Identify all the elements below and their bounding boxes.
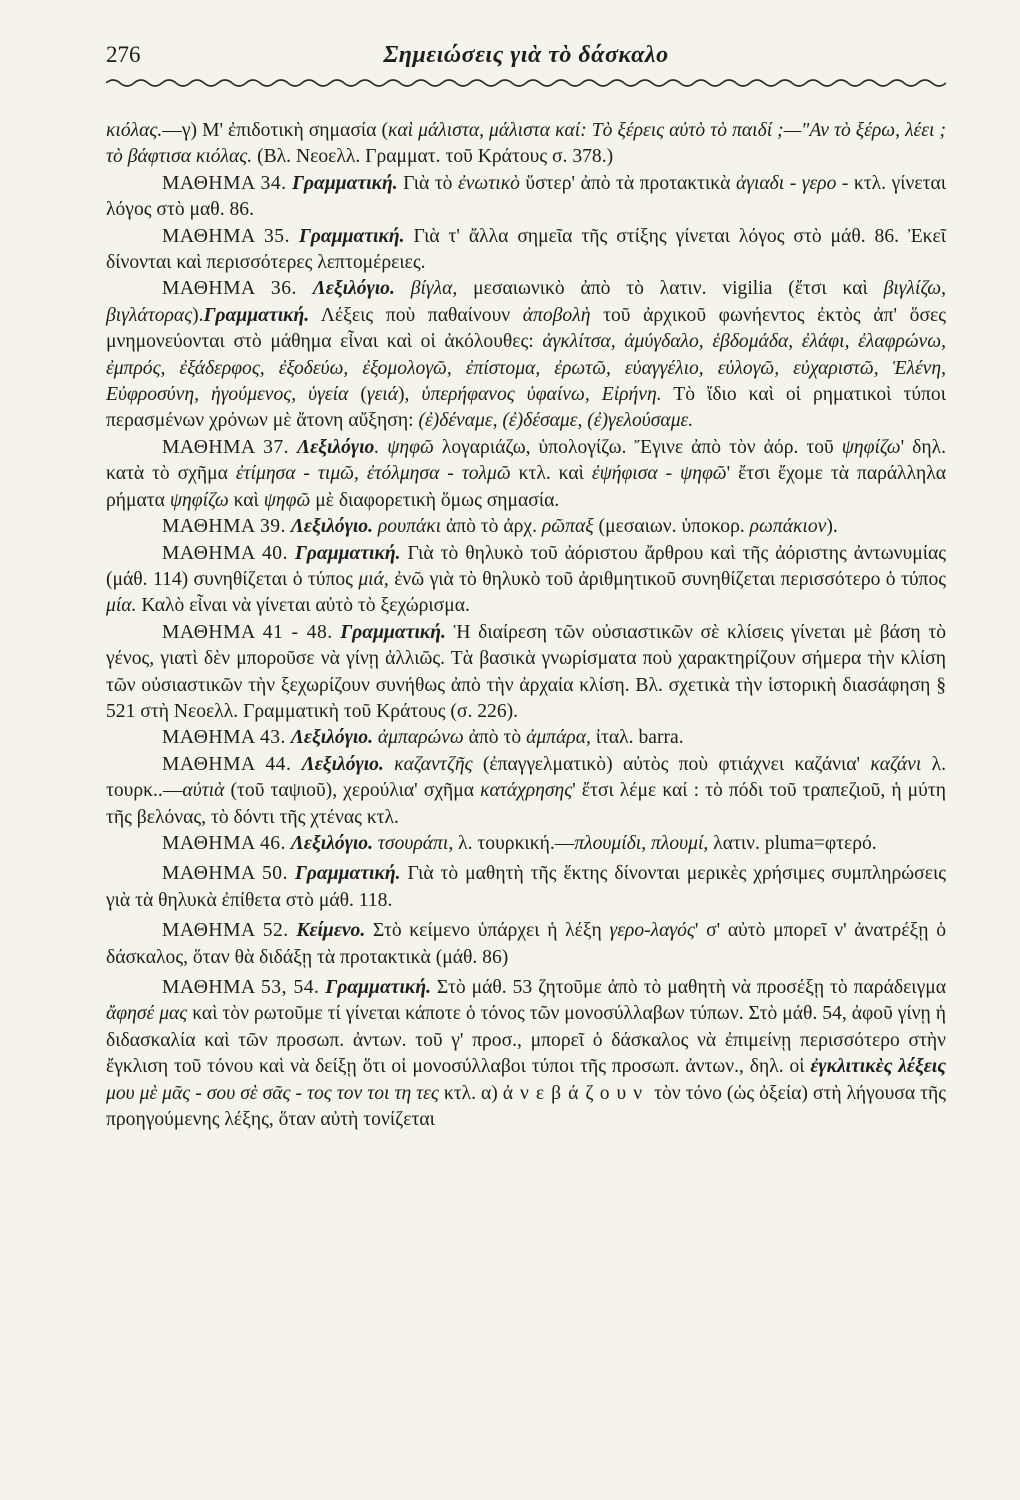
lesson-44-text-3: (τοῦ ταψιοῦ), χερούλια' σχῆμα: [224, 780, 481, 802]
lesson-40-heading: ΜΑΘΗΜΑ 40.: [162, 542, 288, 564]
lesson-36-term-2: βιγλίζω, βιγλάτορας: [106, 278, 946, 326]
lesson-53-54-text-2: καὶ τὸν ρωτοῦμε τί γίνεται κάποτε ὁ τόνος τῶν μονοσύλλαβων τύπων. Στὸ μάθ. 54, ἀφοῦ γίνῃ ἡ διδασκαλία καὶ τῶν προσωπ. ἀντων. τοῦ γ' προσ., μπορεῖ ὁ δάσκαλος νὰ ἐπιμείνῃ περισσότερο στὴν ἔγκλιση τοῦ τόνου καὶ νὰ δείξῃ ὅτι οἱ μονοσύλλαβοι τύποι τῆς προσωπ. ἀντων., δηλ. οἱ: [106, 1003, 946, 1078]
lesson-36-term-5: γειά: [366, 384, 399, 406]
running-title: Σημειώσεις γιὰ τὸ δάσκαλο: [383, 42, 669, 68]
lesson-36-text-6: ),: [398, 384, 422, 406]
lesson-34-paragraph: [106, 171, 946, 224]
lesson-46-paragraph: [106, 831, 946, 857]
lesson-40-text: Γιὰ τὸ θηλυκὸ τοῦ ἀόριστου ἄρθρου καὶ τῆς ἀόριστης ἀντωνυμίας (μάθ. 114) συνηθίζεται ὁ τύπος: [106, 542, 946, 590]
lesson-37-text-2: ' δηλ. κατὰ τὸ σχῆμα: [106, 436, 946, 485]
lesson-44-term-3: αὐτιὰ: [182, 780, 225, 802]
lesson-36-text-4: τοῦ ἀρχικοῦ φωνήεντος ἐκτὸς ἀπ' ὅσες μνημονεύονται στὸ μάθημα εἶναι καὶ οἱ ἀκόλουθες:: [106, 304, 946, 353]
lesson-44-text-4: ' ἔτσι λέμε καί : τὸ πόδι τοῦ τραπεζιοῦ, ἡ μύτη τῆς βελόνας, τὸ δόντι τῆς χτένας κτλ.: [106, 780, 946, 828]
lesson-46-term-2: πλουμίδι, πλουμί,: [574, 832, 709, 854]
lesson-50-paragraph: [106, 861, 946, 914]
lesson-52-text: Στὸ κείμενο ὑπάρχει ἡ λέξη: [365, 920, 610, 942]
lesson-52-term: γερο-λαγός: [609, 920, 695, 942]
lesson-37-term-6: ψηφῶ: [263, 489, 311, 511]
lesson-53-54-paragraph: [106, 975, 946, 1133]
lesson-43-term-2: ἀμπάρα,: [526, 727, 591, 749]
lesson-46-text-2: λατιν. pluma=φτερό.: [708, 832, 877, 854]
lesson-39-term-3: ρωπάκιον: [749, 516, 827, 538]
lesson-44-term-4: κατάχρησης: [480, 780, 573, 802]
lesson-39-heading: ΜΑΘΗΜΑ 39.: [162, 516, 286, 538]
lesson-41-48-paragraph: [106, 620, 946, 726]
lesson-46-term: τσουράπι,: [373, 832, 454, 854]
lesson-53-54-category: Γραμματική.: [325, 977, 431, 998]
lesson-39-term: ρουπάκι: [373, 516, 442, 538]
lesson-44-paragraph: [106, 752, 946, 831]
lesson-37-paragraph: [106, 435, 946, 514]
lesson-50-heading: ΜΑΘΗΜΑ 50.: [162, 863, 288, 885]
lesson-44-category: Λεξιλόγιο.: [301, 753, 384, 775]
lesson-40-text-2: ἐνῶ γιὰ τὸ θηλυκὸ τοῦ ἀριθμητικοῦ συνηθίζεται περισσότερο ὁ τύπος: [388, 568, 946, 590]
lesson-44-text-2: λ. τουρκ..—: [106, 753, 946, 802]
lesson-44-term-2: καζάνι: [870, 753, 922, 775]
lesson-36-text-3: Λέξεις ποὺ παθαίνουν: [309, 304, 523, 326]
lesson-46-heading: ΜΑΘΗΜΑ 46.: [162, 832, 286, 854]
lesson-35-paragraph: [106, 224, 946, 277]
lesson-41-48-heading: ΜΑΘΗΜΑ 41 - 48.: [162, 621, 333, 643]
lesson-41-48-text: Ἡ διαίρεση τῶν οὐσιαστικῶν σὲ κλίσεις γίνεται μὲ βάση τὸ γένος, γιατὶ δὲν μποροῦσε νὰ γίνῃ ἀλλιῶς. Τὰ βασικὰ γνωρίσματα ποὺ χαρακτηρίζουν σήμερα τὴν κλίση τῶν οὐσιαστικῶν τὴν ξεχωρίζουν συνήθως ἀπὸ τὴν ἀρχαία κλίση. Βλ. σχετικὰ τὴν ἱστορικὴ διασάφηση § 521 στὴ Νεοελλ. Γραμματικὴ τοῦ Κράτους (σ. 226).: [106, 621, 946, 722]
lesson-40-text-3: Καλὸ εἶναι νὰ γίνεται αὐτὸ τὸ ξεχώρισμα.: [136, 595, 470, 617]
lesson-50-text: Γιὰ τὸ μαθητὴ τῆς ἕκτης δίνονται μερικὲς χρήσιμες συμπληρώσεις γιὰ τὰ θηλυκὰ ἐπίθετα στὸ μάθ. 118.: [106, 863, 947, 911]
lesson-39-text-2: (μεσαιων. ὑποκορ.: [593, 516, 750, 538]
lesson-39-term-2: ρῶπαξ: [541, 516, 594, 538]
lesson-35-category: Γραμματική.: [298, 225, 405, 247]
lesson-34-text: Γιὰ τὸ: [397, 172, 458, 194]
lesson-37-heading: ΜΑΘΗΜΑ 37.: [162, 436, 290, 458]
lesson-53-54-term-3: μὲ μᾶς - σου: [139, 1082, 236, 1104]
intro-italic: κιόλας.: [106, 120, 163, 141]
lesson-40-paragraph: [106, 541, 946, 620]
lesson-39-text: ἀπὸ τὸ ἀρχ.: [441, 516, 542, 538]
lesson-40-term-2: μία.: [106, 595, 137, 617]
lesson-50-category: Γραμματική.: [294, 863, 401, 885]
lesson-39-category: Λεξιλόγιο.: [290, 516, 373, 538]
lesson-43-heading: ΜΑΘΗΜΑ 43.: [162, 727, 286, 749]
lesson-36-text-7: Τὸ ἴδιο καὶ οἱ ρηματικοὶ τύποι περασμένων χρόνων μὲ ἄτονη αὔξηση:: [106, 384, 946, 432]
lesson-36-text-5: (: [348, 384, 367, 406]
intro-reference: (Βλ. Νεοελλ. Γραμματ. τοῦ Κράτους σ. 378.): [252, 146, 614, 168]
lesson-53-54-term-4: σὲ σᾶς - τος τον τοι τη τες: [240, 1082, 439, 1104]
lesson-43-text-2: ἰταλ. barra.: [590, 727, 684, 749]
lesson-53-54-spaced-word: ἀνεβάζουν: [502, 1082, 650, 1104]
intro-example-italic: καὶ μάλιστα, μάλιστα καί: Τὸ ξέρεις αὐτὸ τὸ παιδί ;—"Αν τὸ ξέρω, λέει ; τὸ βάφτισα κιόλας.: [106, 120, 946, 168]
lesson-37-text-6: μὲ διαφορετικὴ ὅμως σημασία.: [310, 489, 560, 511]
lesson-53-54-bold-term: ἐγκλιτικὲς λέξεις: [810, 1056, 946, 1078]
intro-text: —γ) Μ' ἐπιδοτικὴ σημασία (: [162, 120, 388, 141]
lesson-41-48-category: Γραμματική.: [340, 621, 446, 643]
lesson-44-heading: ΜΑΘΗΜΑ 44.: [162, 753, 292, 775]
lesson-53-54-term: ἄφησέ μας: [106, 1003, 188, 1025]
lesson-40-term: μιά,: [358, 568, 389, 590]
lesson-43-term: ἀμπαρώνω: [373, 727, 464, 749]
lesson-37-text-5: καὶ: [228, 489, 264, 511]
lesson-43-category: Λεξιλόγιο.: [290, 727, 373, 749]
lesson-36-term: βίγλα,: [394, 278, 458, 300]
lesson-36-term-6: ὑπερήφανος ὑφαίνω, Εἰρήνη.: [421, 384, 662, 406]
lesson-37-text-3: κτλ. καὶ: [510, 463, 592, 485]
lesson-36-text-2: ).: [192, 304, 204, 326]
lesson-53-54-text-3: κτλ. α): [438, 1082, 503, 1104]
lesson-53-54-text-4: τὸν τόνο (ὡς ὀξεία) στὴ λήγουσα τῆς προηγούμενης λέξης, ὅταν αὐτὴ τονίζεται: [106, 1082, 946, 1131]
lesson-44-text: (ἐπαγγελματικὸ) αὐτὸς ποὺ φτιάχνει καζάνια': [472, 753, 871, 775]
lesson-36-text: μεσαιωνικὸ ἀπὸ τὸ λατιν. vigilia (ἔτσι καὶ: [457, 278, 884, 300]
lesson-43-paragraph: [106, 725, 946, 751]
page-number: 276: [106, 42, 141, 67]
lesson-36-category-2: Γραμματική.: [203, 304, 310, 326]
lesson-44-term: καζαντζῆς: [383, 753, 473, 775]
lesson-52-category: Κείμενο.: [296, 920, 366, 942]
lesson-34-heading: ΜΑΘΗΜΑ 34.: [162, 172, 287, 194]
lesson-37-term-3: ἐτίμησα - τιμῶ, ἐτόλμησα - τολμῶ: [235, 463, 511, 485]
lesson-39-paragraph: [106, 514, 946, 540]
intro-paragraph: [106, 118, 946, 171]
lesson-36-heading: ΜΑΘΗΜΑ 36.: [162, 278, 297, 300]
lesson-34-text-2: ὕστερ' ἀπὸ τὰ προτακτικὰ: [519, 172, 736, 194]
lesson-43-text: ἀπὸ τὸ: [463, 727, 527, 749]
lesson-53-54-heading: ΜΑΘΗΜΑ 53, 54.: [162, 977, 320, 998]
lesson-37-term-5: ψηφίζω: [169, 489, 229, 511]
lesson-52-heading: ΜΑΘΗΜΑ 52.: [162, 920, 289, 942]
wavy-rule-divider: [106, 76, 946, 90]
lesson-35-text: Γιὰ τ' ἄλλα σημεῖα τῆς στίξης γίνεται λόγος στὸ μάθ. 86. Ἐκεῖ δίνονται καὶ περισσότερες λεπτομέρειες.: [106, 225, 946, 274]
lesson-37-text: λογαριάζω, ὑπολογίζω. Ἔγινε ἀπὸ τὸν ἀόρ. τοῦ: [433, 436, 842, 458]
lesson-52-paragraph: [106, 918, 946, 971]
lesson-36-verb-forms: (ἐ)δέναμε, (ἐ)δέσαμε, (ἐ)γελούσαμε.: [418, 410, 694, 432]
lesson-36-word-list: ἀγκλίτσα, ἀμύγδαλο, ἑβδομάδα, ἐλάφι, ἐλαφρώνω, ἐμπρός, ἐξάδερφος, ἐξοδεύω, ἐξομολογῶ, ἐπίστομα, ἐρωτῶ, εὐαγγέλιο, εὐλογῶ, εὐχαριστῶ, Ἑλένη, Εὐφροσύνη, ἡγούμενος, ὑγεία: [106, 331, 946, 406]
lesson-36-paragraph: [106, 276, 946, 434]
lesson-37-text-4: ' ἔτσι ἔχομε τὰ παράλληλα ρήματα: [106, 463, 946, 511]
lesson-37-term-4: ἐψήφισα - ψηφῶ: [591, 463, 727, 485]
lesson-46-text: λ. τουρκική.—: [453, 832, 575, 854]
lesson-37-term: . ψηφῶ: [374, 436, 434, 458]
lesson-37-term-2: ψηφίζω: [841, 436, 901, 458]
lesson-52-text-2: ' σ' αὐτὸ μπορεῖ ν' ἀνατρέξῃ ὁ δάσκαλος, ὅταν θὰ διδάξῃ τὰ προτακτικὰ (μάθ. 86): [106, 920, 946, 968]
lesson-40-category: Γραμματική.: [294, 542, 401, 564]
lesson-35-heading: ΜΑΘΗΜΑ 35.: [162, 225, 290, 247]
lesson-34-term: ἐνωτικὸ: [457, 172, 520, 194]
lesson-53-54-term-2: μου: [106, 1082, 135, 1104]
lesson-36-term-3: ἀποβολὴ: [522, 304, 591, 326]
page-body: [106, 118, 946, 1133]
lesson-37-category: Λεξιλόγιο: [297, 436, 375, 458]
lesson-34-term-2: ἀγιαδι - γερο -: [735, 172, 854, 194]
lesson-53-54-text: Στὸ μάθ. 53 ζητοῦμε ἀπὸ τὸ μαθητὴ νὰ προσέξῃ τὸ παράδειγμα: [430, 977, 946, 998]
lesson-34-category: Γραμματική.: [292, 172, 398, 194]
lesson-36-category: Λεξιλόγιο.: [312, 278, 395, 300]
lesson-39-text-3: ).: [826, 516, 838, 538]
lesson-46-category: Λεξιλόγιο.: [290, 832, 373, 854]
lesson-34-text-3: κτλ. γίνεται λόγος στὸ μαθ. 86.: [106, 172, 946, 221]
